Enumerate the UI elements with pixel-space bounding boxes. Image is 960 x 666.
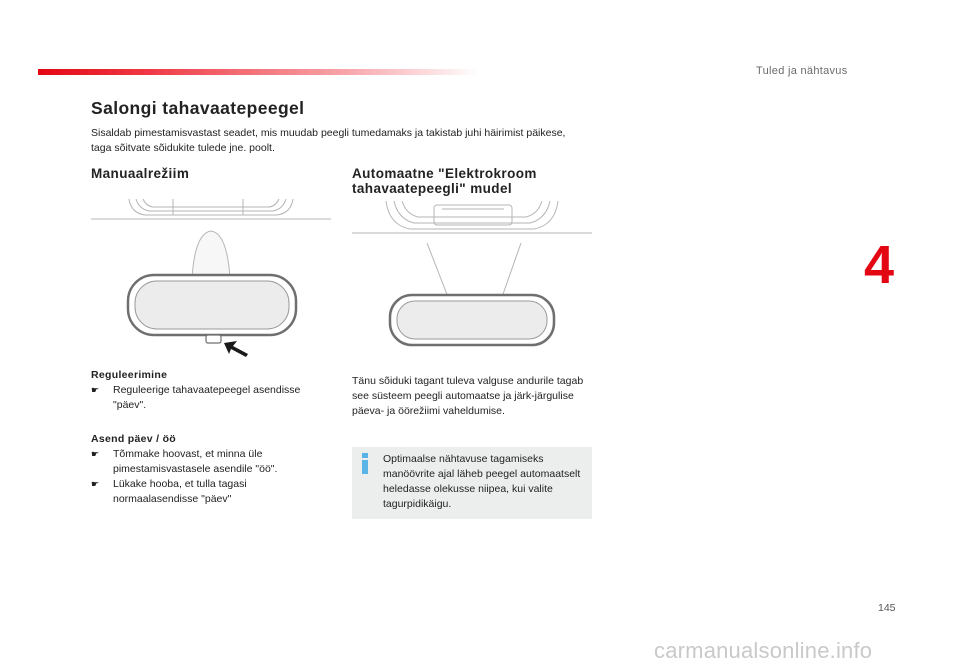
info-box xyxy=(352,447,592,519)
manual-mode-heading: Manuaalrežiim xyxy=(91,166,190,181)
header-accent-bar xyxy=(38,69,480,75)
auto-description: Tänu sõiduki tagant tuleva valguse andurile tagab see süsteem peegli automaatse ja järk-järgulise päeva- ja öörežiimi vaheldumise. xyxy=(352,375,584,417)
watermark: carmanualsonline.info xyxy=(654,638,873,663)
page-title: Salongi tahavaatepeegel xyxy=(91,98,305,118)
page-number: 145 xyxy=(878,602,896,614)
list-item: ☛ Lükake hooba, et tulla tagasi normaalasendisse "päev" xyxy=(91,478,247,505)
adjust-section xyxy=(91,368,331,413)
info-text: Optimaalse nähtavuse tagamiseks manöövrite ajal läheb peegel automaatselt heledasse olekusse niipea, kui valite tagurpidikäigu. xyxy=(383,453,581,510)
pointing-finger-icon: ☛ xyxy=(91,449,100,459)
position-label: Asend päev / öö xyxy=(91,433,177,445)
chapter-number: 4 xyxy=(864,235,895,295)
section-title: Tuled ja nähtavus xyxy=(756,65,848,77)
pointing-finger-icon: ☛ xyxy=(91,385,100,395)
intro-paragraph: Sisaldab pimestamisvastast seadet, mis muudab peegli tumedamaks ja takistab juhi häirimist päikese, taga sõitvate sõidukite tulede jne. poolt. xyxy=(91,127,566,154)
info-icon xyxy=(360,453,374,475)
auto-mode-heading: Automaatne "Elektrokroom tahavaatepeegli" mudel xyxy=(352,166,537,196)
list-item: ☛ Reguleerige tahavaatepeegel asendisse "päev". xyxy=(91,384,301,411)
list-item: ☛ Tõmmake hoovast, et minna üle pimestamisvastasele asendile "öö". xyxy=(91,448,278,475)
manual-mirror-illustration xyxy=(91,195,331,360)
pointing-finger-icon: ☛ xyxy=(91,479,100,489)
arrow-icon xyxy=(224,341,248,357)
auto-mirror-illustration xyxy=(352,195,592,360)
adjust-label: Reguleerimine xyxy=(91,369,168,381)
position-section xyxy=(91,432,331,507)
